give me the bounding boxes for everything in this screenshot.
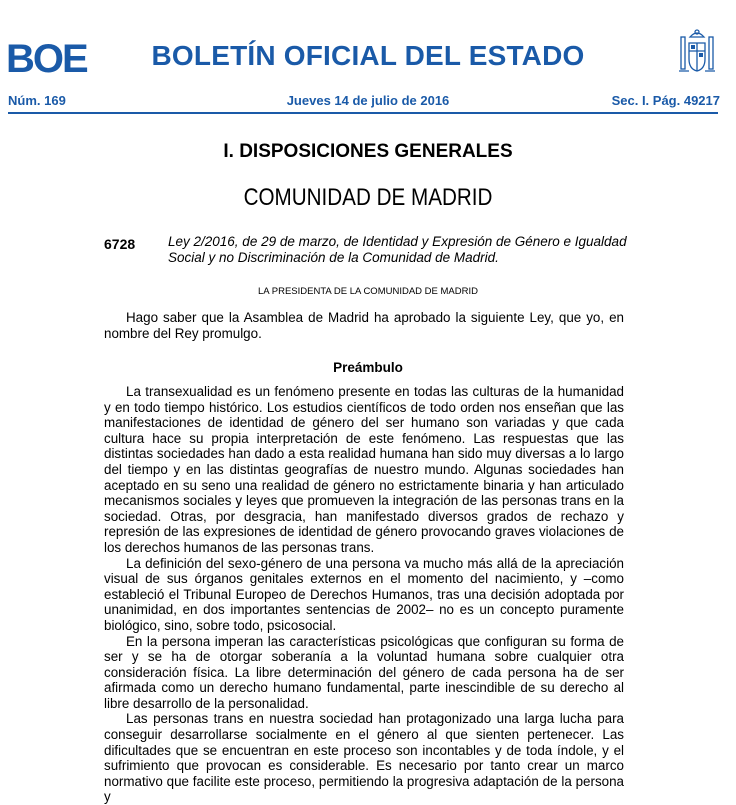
issue-date: Jueves 14 de julio de 2016	[286, 93, 450, 108]
gazette-title: BOLETÍN OFICIAL DEL ESTADO	[151, 40, 585, 71]
preamble-title: Preámbulo	[333, 360, 403, 375]
document-header	[0, 0, 736, 110]
preamble-body	[104, 384, 624, 805]
section-title: I. DISPOSICIONES GENERALES	[223, 141, 513, 162]
paragraph: La definición del sexo-género de una persona va mucho más allá de la apreciación visual de sus órganos genitales externos en el momento del nacimiento, y –como estableció el Tribunal Europeo de Derechos Humanos, tras una decisión adoptada por unanimidad, en dos importantes sentencias de 2002– no es un concepto puramente biológico, sino, sobre todo, psicosocial.	[104, 555, 624, 633]
paragraph: La transexualidad es un fenómeno presente en todas las culturas de la humanidad y en todo tiempo histórico. Los estudios científicos de todo orden nos enseñan que las manifestaciones de identidad de género del ser humano son variadas y que cada cultura hace su propia interpretación de este fenómeno. Las respuestas que las distintas sociedades han dado a esta realidad humana han sido muy diversas a lo largo del tiempo y en las distintas geografías de nuestro mundo. Algunas sociedades han aceptado en su seno una realidad de género no estrictamente binaria y han articulado mecanismos sociales y leyes que promueven la integración de las personas trans en la sociedad. Otras, por desgracia, han manifestado diversos grados de rechazo y represión de las expresiones de identidad de género provocando graves violaciones de los derechos humanos de las personas trans.	[104, 384, 624, 555]
disposition-number: 6728	[104, 236, 136, 252]
disposition-title: Ley 2/2016, de 29 de marzo, de Identidad y Expresión de Género e Igualdad Social y no Discriminación de la Comunidad de Madrid.	[168, 234, 627, 265]
svg-text:BOE: BOE	[6, 39, 87, 77]
section-page: Sec. I. Pág. 49217	[611, 93, 720, 108]
coat-of-arms-icon	[675, 27, 719, 79]
paragraph: En la persona imperan las características psicológicas que configuran su forma de ser y se ha de otorgar soberanía a la voluntad humana sobre cualquier otra consideración física. La libre determinación del género de cada persona ha de ser afirmada como un derecho humano fundamental, parte inescindible de su derecho al libre desarrollo de la personalidad.	[104, 633, 624, 711]
paragraph: Las personas trans en nuestra sociedad han protagonizado una larga lucha para conseguir desarrollarse socialmente en el género al que sienten pertenecer. Las dificultades que se encuentran en este proceso son incontables y de toda índole, y el sufrimiento que provocan es considerable. Es necesario por tanto crear un marco normativo que facilite este proceso, permitiendo la progresiva adaptación de la persona y	[104, 711, 624, 805]
organization-title: COMUNIDAD DE MADRID	[243, 184, 493, 211]
intro-text	[104, 310, 624, 341]
signer: LA PRESIDENTA DE LA COMUNIDAD DE MADRID	[258, 286, 478, 297]
issue-number: Núm. 169	[8, 93, 66, 108]
intro-paragraph: Hago saber que la Asamblea de Madrid ha aprobado la siguiente Ley, que yo, en nombre del Rey promulgo.	[104, 310, 624, 341]
header-rule	[8, 112, 718, 114]
